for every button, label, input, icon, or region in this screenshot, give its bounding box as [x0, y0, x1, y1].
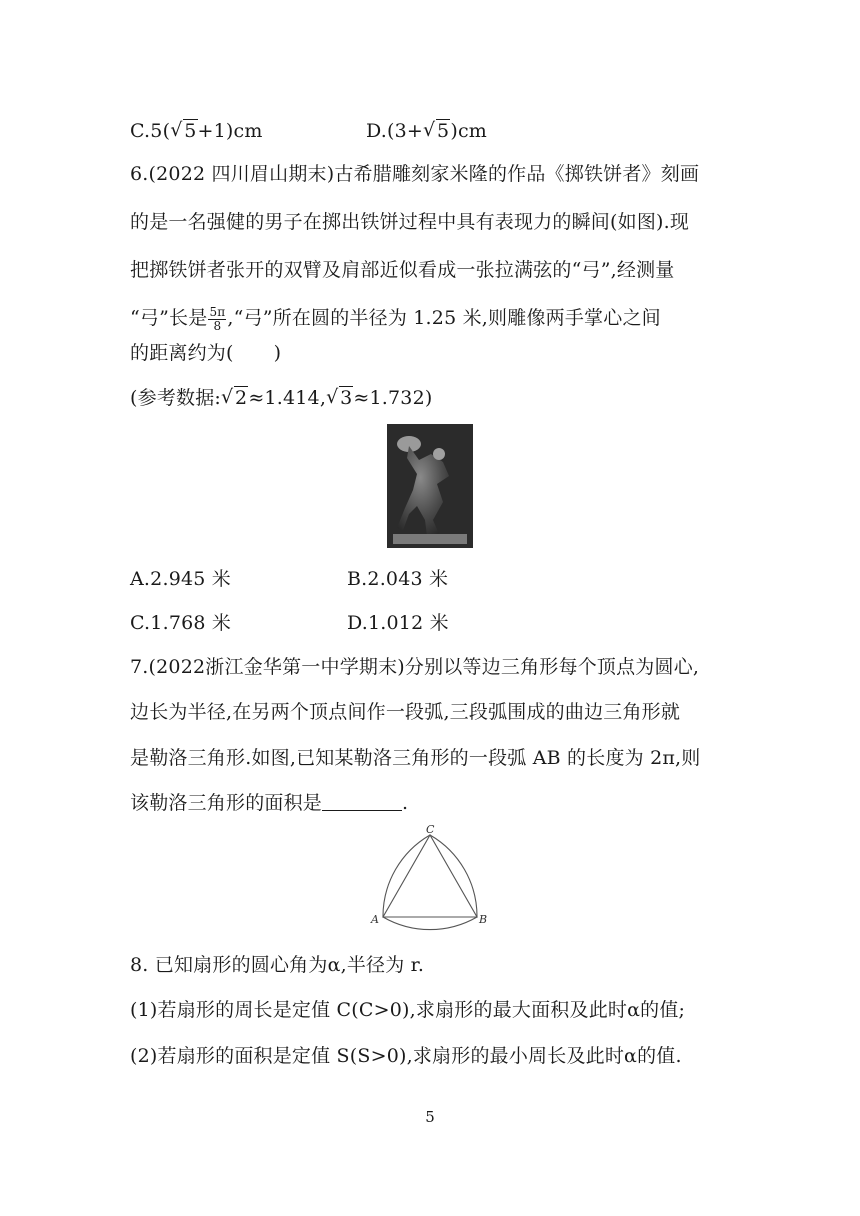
sqrt-sign — [170, 118, 197, 144]
q8-part-1: (1)若扇形的周长是定值 C(C>0),求扇形的最大面积及此时α的值; — [130, 999, 686, 1021]
ref-post: ≈1.732) — [353, 387, 433, 409]
q7-line-2: 边长为半径,在另两个顶点间作一段弧,三段弧围成的曲边三角形就 — [130, 701, 681, 723]
q6-option-b: B.2.043 米 — [347, 568, 449, 590]
q6-line-1: 6.(2022 四川眉山期末)古希腊雕刻家米隆的作品《掷铁饼者》刻画 — [130, 163, 700, 185]
q6-line-2: 的是一名强健的男子在掷出铁饼过程中具有表现力的瞬间(如图).现 — [130, 211, 690, 233]
fraction-numerator: 5π — [209, 304, 226, 319]
q8-part-2: (2)若扇形的面积是定值 S(S>0),求扇形的最小周长及此时α的值. — [130, 1045, 682, 1067]
q7-line-1: 7.(2022浙江金华第一中学期末)分别以等边三角形每个顶点为圆心, — [130, 656, 700, 678]
q6-line-5-post: ) — [273, 342, 282, 364]
reuleaux-triangle-figure — [366, 822, 496, 932]
q6-line-5-pre: 的距离约为( — [130, 342, 234, 364]
q5-d-suffix: )cm — [450, 120, 487, 142]
q6-option-d: D.1.012 米 — [347, 612, 449, 634]
statue-silhouette — [387, 424, 473, 548]
ref-radicand-1: 2 — [235, 387, 248, 409]
fraction-denominator: 8 — [213, 318, 222, 333]
q6-line-4 — [130, 305, 661, 333]
label-a: A — [371, 913, 379, 926]
equilateral-triangle — [383, 835, 477, 917]
q6-line-4-post: ,“弓”所在圆的半径为 1.25 米,则雕像两手掌心之间 — [227, 307, 661, 329]
q5-option-c — [130, 118, 263, 144]
q7-line-4 — [130, 790, 408, 816]
q6-option-c: C.1.768 米 — [130, 612, 232, 634]
q5-d-radicand: 5 — [437, 120, 450, 142]
q5-d-prefix: D.(3+ — [366, 120, 424, 142]
label-c: C — [426, 823, 435, 836]
discobolus-statue-image — [387, 424, 473, 548]
label-b: B — [479, 913, 488, 926]
sqrt-sign — [221, 385, 248, 411]
q5-c-prefix: C.5( — [130, 120, 171, 142]
ref-pre: (参考数据: — [130, 387, 222, 409]
q8-line-1: 8. 已知扇形的圆心角为α,半径为 r. — [130, 954, 425, 976]
q5-c-suffix: +1)cm — [197, 120, 263, 142]
q6-line-4-pre: “弓”长是 — [130, 307, 208, 329]
q7-line-4-pre: 该勒洛三角形的面积是 — [130, 792, 323, 814]
ref-mid: ≈1.414, — [248, 387, 327, 409]
page-number: 5 — [425, 1108, 435, 1126]
q6-reference-data — [130, 385, 433, 411]
ref-radicand-2: 3 — [340, 387, 353, 409]
q7-line-4-post: . — [402, 792, 409, 814]
q5-c-radicand: 5 — [184, 120, 197, 142]
answer-blank — [322, 792, 402, 811]
q5-option-d — [366, 118, 487, 144]
q6-line-5 — [130, 340, 281, 366]
sqrt-sign — [326, 385, 353, 411]
fraction-5pi-over-8 — [208, 306, 226, 333]
sqrt-sign — [423, 118, 450, 144]
arc-ab — [383, 917, 477, 930]
q6-option-a: A.2.945 米 — [130, 568, 231, 590]
q7-line-3: 是勒洛三角形.如图,已知某勒洛三角形的一段弧 AB 的长度为 2π,则 — [130, 747, 701, 769]
q6-line-3: 把掷铁饼者张开的双臂及肩部近似看成一张拉满弦的“弓”,经测量 — [130, 259, 675, 281]
